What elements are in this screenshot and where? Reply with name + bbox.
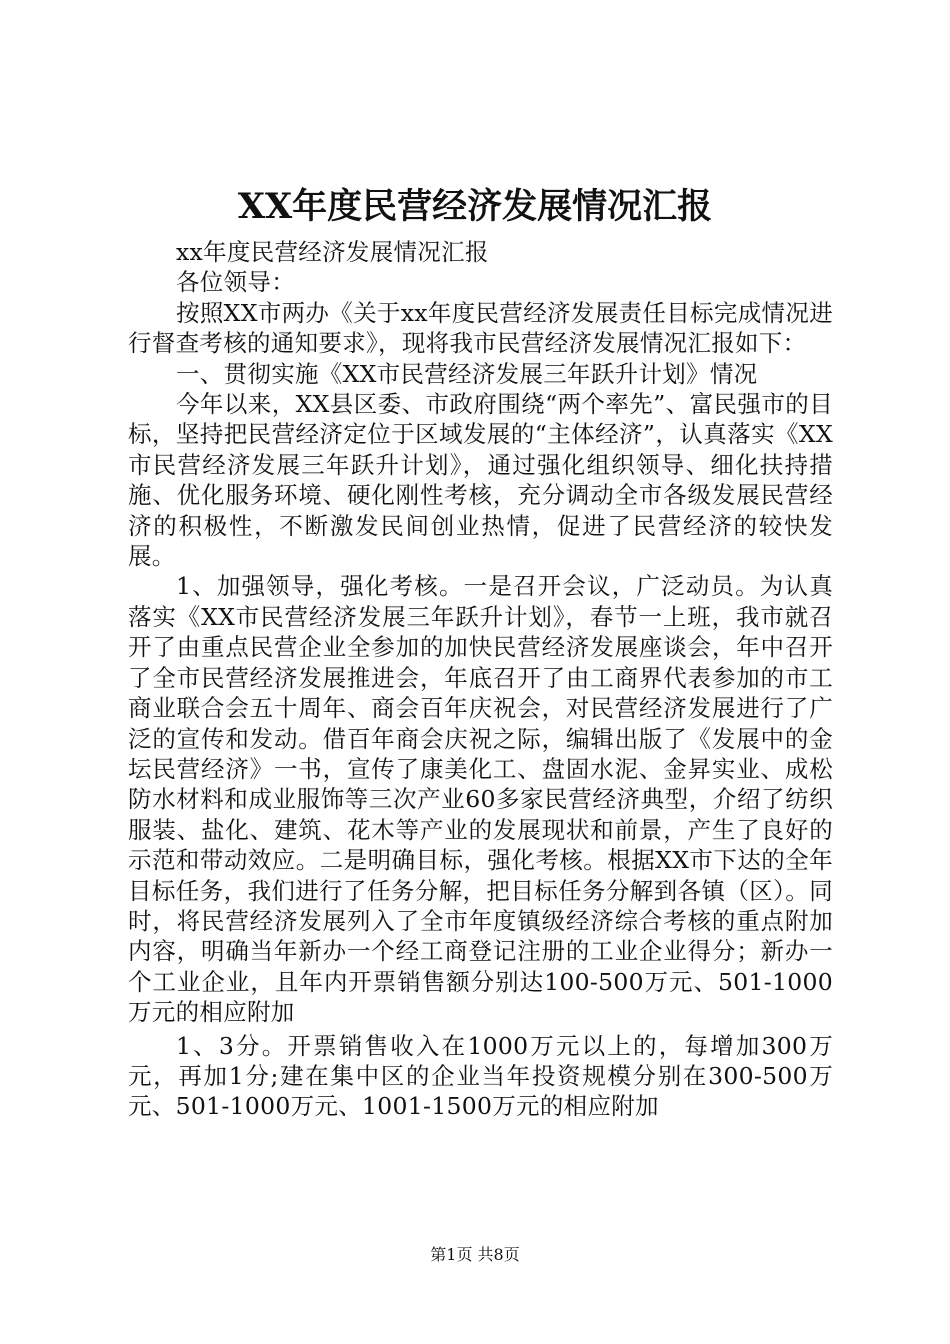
section-heading: 一、贯彻实施《XX市民营经济发展三年跃升计划》情况 xyxy=(176,359,758,388)
paragraph-intro: 按照XX市两办《关于xx年度民营经济发展责任目标完成情况进行督查考核的通知要求》，现将我市民营经济发展情况汇报如下： xyxy=(128,298,833,358)
paragraph-salutation: 各位领导： xyxy=(176,268,295,297)
paragraph-point-1: 1、加强领导，强化考核。一是召开会议，广泛动员。为认真落实《XX市民营经济发展三年跃升计划》，春节一上班，我市就召开了由重点民营企业全参加的加快民营经济发展座谈会，年中召开了全市民营经济发展推进会，年底召开了由工商界代表参加的市工商业联合会五十周年、商会百年庆祝会，对民营经济发展进行了广泛的宣传和发动。借百年商会庆祝之际，编辑出版了《发展中的金坛民营经济》一书，宣传了康美化工、盘固水泥、金昇实业、成松防水材料和成业服饰等三次产业60多家民营经济典型，介绍了纺织服装、盐化、建筑、花木等产业的发展现状和前景，产生了良好的示范和带动效应。二是明确目标，强化考核。根据XX市下达的全年目标任务，我们进行了任务分解，把目标任务分解到各镇（区）。同时，将民营经济发展列入了全市年度镇级经济综合考核的重点附加内容，明确当年新办一个经工商登记注册的工业企业得分；新办一个工业企业，且年内开票销售额分别达100-500万元、501-1000万元的相应附加 xyxy=(128,572,833,1027)
document-title: XX年度民营经济发展情况汇报 xyxy=(237,186,713,227)
paragraph-subtitle: xx年度民营经济发展情况汇报 xyxy=(176,238,489,266)
document-body xyxy=(128,237,833,1122)
paragraph-point-1-continued: 1、3分。开票销售收入在1000万元以上的，每增加300万元，再加1分;建在集中区的企业当年投资规模分别在300-500万元、501-1000万元、1001-1500万元的相应附加 xyxy=(128,1031,833,1121)
paragraph-overview: 今年以来，XX县区委、市政府围绕“两个率先”、富民强市的目标，坚持把民营经济定位于区域发展的“主体经济”，认真落实《XX市民营经济发展三年跃升计划》，通过强化组织领导、细化扶持措施、优化服务环境、硬化刚性考核，充分调动全市各级发展民营经济的积极性，不断激发民间创业热情，促进了民营经济的较快发展。 xyxy=(128,390,833,571)
page-number-label: 第1页 共8页 xyxy=(430,1245,520,1264)
page-footer xyxy=(0,1245,950,1265)
